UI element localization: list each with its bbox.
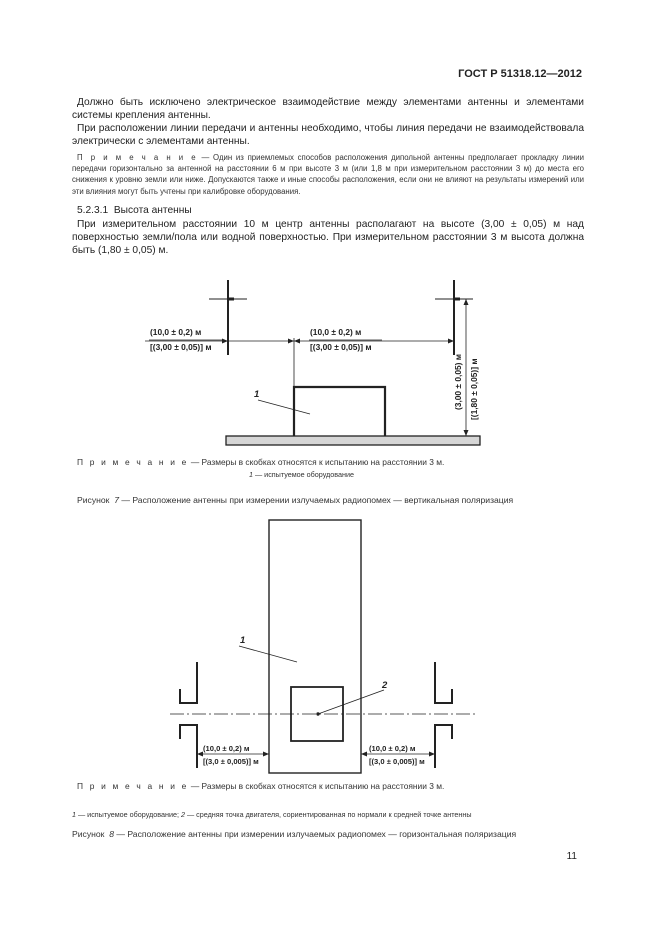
fig7-dim-left-bottom: [(3,00 ± 0,05)] м [150, 342, 212, 352]
fig7-dim-mid-top: (10,0 ± 0,2) м [310, 327, 362, 337]
fig7-dim-vert-2: [(1,80 ± 0,05)] м [469, 358, 479, 420]
fig7-note-text: — Размеры в скобках относятся к испытанию на расстоянии 3 м. [188, 457, 445, 467]
fig7-dim-left-top: (10,0 ± 0,2) м [150, 327, 202, 337]
fig7-legend [249, 470, 354, 479]
fig8-caption-num: 8 [109, 829, 114, 839]
fig8-note-text: — Размеры в скобках относятся к испытанию на расстоянии 3 м. [188, 781, 445, 791]
antenna-left-upper [180, 662, 197, 703]
fig7-dim-mid-bottom: [(3,00 ± 0,05)] м [310, 342, 372, 352]
fig7-caption-text: — Расположение антенны при измерении излучаемых радиопомех — вертикальная поляризация [118, 495, 514, 505]
fig8-caption-text: — Расположение антенны при измерении излучаемых радиопомех — горизонтальная поляризация [113, 829, 517, 839]
fig8-caption-prefix: Рисунок [72, 829, 105, 839]
section-number: 5.2.3.1 [77, 205, 109, 216]
fig7-note [77, 457, 444, 467]
note-text: — Один из приемлемых способов расположения дипольной антенны предполагает прокладку линии передачи горизонтально за антенной на расстоянии 6 м при высоте 3 м (или 1,8 м при измерительном расстоянии 3 м) до места его снижения к уровню земли или ниже. Допускаются также и иные способы расположения, если они не влияют на результаты измерений или эти влияния могут быть учтены при калибровке оборудования. [72, 153, 584, 196]
ground-plane [226, 436, 480, 445]
fig8-callout-2: 2 [382, 680, 388, 691]
fig8-legend-num2: 2 [180, 810, 185, 819]
fig8-dim-right-bottom: [(3,0 ± 0,005)] м [369, 757, 425, 766]
page-number: 11 [566, 851, 577, 862]
antenna-right-lower [435, 725, 452, 768]
fig8-callout-1: 1 [240, 635, 246, 646]
section-text: При измерительном расстоянии 10 м центр антенны располагают на высоте (3,00 ± 0,05) м над поверхностью земли/пола или водной поверхностью. При измерительном расстоянии 3 м высота должна быть (1,80 ± 0,05) м. [72, 219, 584, 256]
fig7-dim-vert-1: (3,00 ± 0,05) м [453, 354, 463, 410]
document-id: ГОСТ Р 51318.12—2012 [458, 68, 582, 80]
fig7-note-label: П р и м е ч а н и е [77, 457, 189, 467]
paragraph-transmission-line: При расположении линии передачи и антенны необходимо, чтобы линия передачи не взаимодействовала электрически с элементами антенны. [72, 123, 584, 147]
fig7-legend-text: — испытуемое оборудование [253, 470, 354, 479]
fig8-caption [72, 829, 516, 839]
fig8-note [77, 781, 444, 791]
fig8-legend-num1: 1 [72, 810, 76, 819]
fig8-legend-text2: — средняя точка двигателя, сориентированная по нормали к средней точке антенны [184, 810, 472, 819]
antenna-left-lower [180, 725, 197, 768]
antenna-right-upper [435, 662, 452, 703]
fig7-caption-prefix: Рисунок [77, 495, 110, 505]
fig8-legend-text1: — испытуемое оборудование; [76, 810, 181, 819]
fig8-dim-right-top: (10,0 ± 0,2) м [369, 744, 416, 753]
note-label: П р и м е ч а н и е [77, 153, 198, 162]
fig7-caption-num: 7 [114, 495, 119, 505]
fig7-caption [77, 495, 513, 505]
paragraph-interaction: Должно быть исключено электрическое взаимодействие между элементами антенны и элементами системы крепления антенны. [72, 97, 584, 121]
eut-box [294, 387, 385, 436]
fig8-dim-left-bottom: [(3,0 ± 0,005)] м [203, 757, 259, 766]
eut-top-view [269, 520, 361, 773]
fig8-dim-left-top: (10,0 ± 0,2) м [203, 744, 250, 753]
fig8-note-label: П р и м е ч а н и е [77, 781, 189, 791]
fig7-callout-1: 1 [254, 389, 260, 400]
fig7-legend-num: 1 [249, 470, 253, 479]
section-title: Высота антенны [113, 205, 192, 216]
fig8-legend [72, 810, 472, 819]
